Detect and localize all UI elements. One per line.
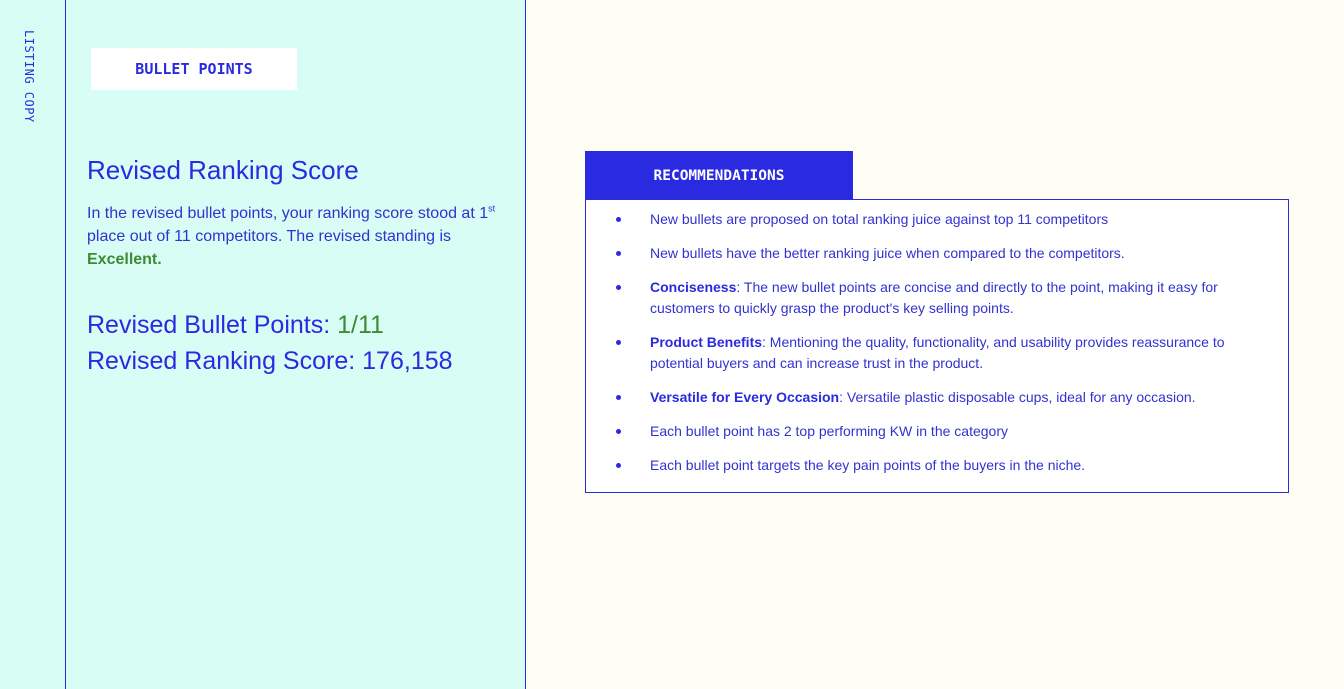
recommendation-item xyxy=(616,243,1278,264)
recommendations-tab: RECOMMENDATIONS xyxy=(585,151,853,200)
recommendation-item xyxy=(616,455,1278,476)
ranking-score-value: 176,158 xyxy=(362,347,453,375)
bullet-dot-icon xyxy=(616,429,621,434)
bullet-dot-icon xyxy=(616,217,621,222)
score-desc-part2: place out of 11 competitors. The revised standing is xyxy=(87,228,452,245)
bullet-points-value: 1/11 xyxy=(337,311,384,339)
recommendation-item xyxy=(616,421,1278,442)
recommendation-item xyxy=(616,209,1278,230)
side-rail xyxy=(0,0,66,689)
bullet-points-tag: BULLET POINTS xyxy=(91,48,297,90)
bullet-dot-icon xyxy=(616,251,621,256)
score-desc-part1: In the revised bullet points, your ranking score stood at 1 xyxy=(87,205,489,222)
recommendation-text: : The new bullet points are concise and directly to the point, making it easy for customers to quickly grasp the product's key selling points. xyxy=(650,279,1218,316)
recommendations-list xyxy=(586,200,1288,476)
recommendation-item xyxy=(616,332,1278,374)
rail-label: LISTING COPY xyxy=(22,30,36,123)
score-desc-sup: st xyxy=(488,203,496,214)
bullet-dot-icon xyxy=(616,285,621,290)
recommendation-heading: Versatile for Every Occasion xyxy=(650,389,840,405)
ranking-score-stat xyxy=(87,343,453,379)
bullet-dot-icon xyxy=(616,340,621,345)
recommendation-heading: Conciseness xyxy=(650,279,737,295)
recommendation-item xyxy=(616,277,1278,319)
score-description xyxy=(87,202,507,271)
bullet-points-label: Revised Bullet Points: xyxy=(87,311,331,339)
recommendations-box xyxy=(585,199,1289,493)
recommendation-text: Each bullet point has 2 top performing KW in the category xyxy=(650,423,1008,439)
recommendation-text: : Versatile plastic disposable cups, ideal for any occasion. xyxy=(839,389,1196,405)
score-title: Revised Ranking Score xyxy=(87,155,359,185)
recommendation-item xyxy=(616,387,1278,408)
recommendation-text: New bullets have the better ranking juice when compared to the competitors. xyxy=(650,245,1125,261)
stats-block xyxy=(87,307,453,379)
bullet-points-stat xyxy=(87,307,453,343)
recommendation-text: New bullets are proposed on total ranking juice against top 11 competitors xyxy=(650,211,1109,227)
recommendation-text: Each bullet point targets the key pain points of the buyers in the niche. xyxy=(650,457,1086,473)
recommendation-heading: Product Benefits xyxy=(650,334,763,350)
bullet-dot-icon xyxy=(616,395,621,400)
score-panel xyxy=(66,0,526,689)
bullet-dot-icon xyxy=(616,463,621,468)
recommendation-text: : Mentioning the quality, functionality, and usability provides reassurance to potential buyers and can increase trust in the product. xyxy=(650,334,1225,371)
score-rating: Excellent. xyxy=(87,251,162,268)
ranking-score-label: Revised Ranking Score: xyxy=(87,347,356,375)
